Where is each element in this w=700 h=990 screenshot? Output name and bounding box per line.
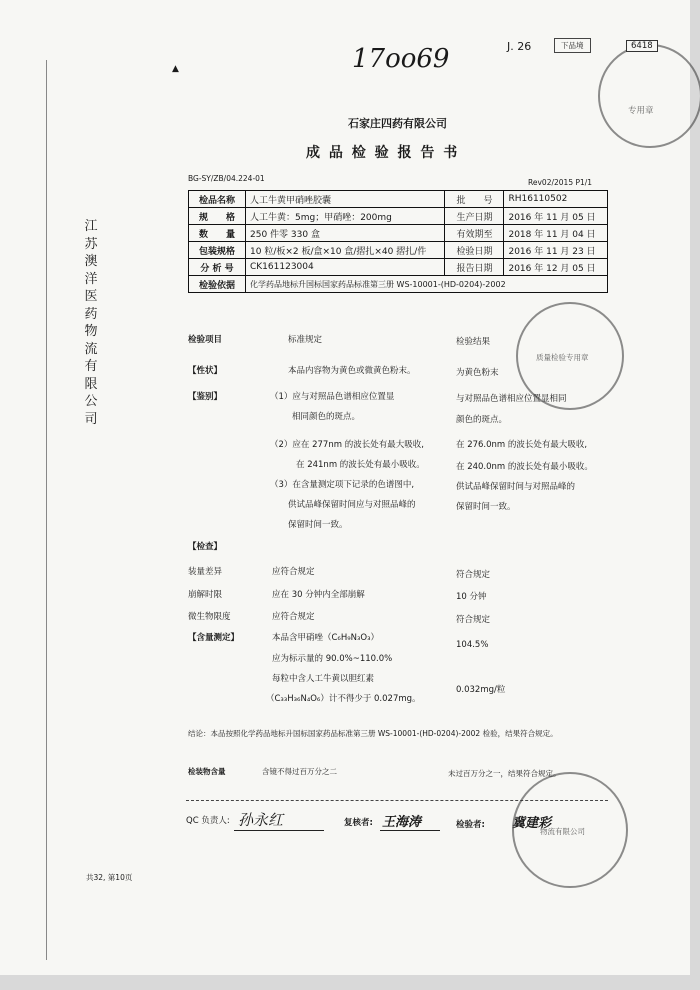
qty-value: 250 件零 330 盒 (246, 225, 445, 242)
revision: Rev02/2015 P1/1 (528, 178, 593, 187)
page-mark: J. 26 (507, 40, 532, 53)
id3-line3: 保留时间一致。 (288, 520, 348, 530)
name-value: 人工牛黄甲硝唑胶囊 (246, 191, 445, 208)
reviewer-signature: 王海涛 (382, 815, 422, 830)
prod-date-value: 2016 年 11 月 05 日 (504, 208, 608, 225)
appearance-standard: 本品内容物为黄色或微黄色粉末。 (288, 366, 416, 376)
test-date-label: 检验日期 (445, 242, 504, 259)
reviewer-sign-line (380, 830, 440, 831)
doc-code: BG-SY/ZB/04.224-01 (188, 174, 265, 183)
reviewer-label: 复核者: (344, 818, 373, 828)
check2-name: 崩解时限 (188, 590, 223, 600)
id3-line2: 供试品峰保留时间应与对照品峰的 (288, 500, 416, 510)
id1-line1: （1）应与对照品色谱相应位置显 (270, 392, 395, 402)
check1-result: 符合规定 (456, 570, 491, 580)
check1-name: 装量差异 (188, 567, 223, 577)
moisture-standard: 含镜不得过百万分之二 (262, 767, 337, 776)
spec-label: 规 格 (189, 208, 246, 225)
check2-result: 10 分钟 (456, 592, 487, 602)
batch-value: RH16110502 (504, 191, 608, 208)
pack-label: 包装规格 (189, 242, 246, 259)
expiry-value: 2018 年 11 月 04 日 (504, 225, 608, 242)
assay-line4: （C₃₃H₃₆N₄O₆）计不得少于 0.027mg。 (266, 694, 421, 704)
id3-result-line1: 供试品峰保留时间与对照品峰的 (456, 482, 576, 492)
company-stamp-text: 物流有限公司 (540, 827, 585, 836)
batch-label: 批 号 (445, 191, 504, 208)
table-row (189, 225, 608, 242)
id1-line2: 相同颜色的斑点。 (292, 412, 361, 422)
report-date-value: 2016 年 12 月 05 日 (504, 259, 608, 276)
appearance-result: 为黄色粉末 (456, 368, 499, 378)
qc-label: QC 负责人: (186, 816, 230, 826)
qc-sign-line (234, 830, 324, 831)
check3-result: 符合规定 (456, 615, 491, 625)
qty-label: 数 量 (189, 225, 246, 242)
stamp-top-text: 专用章 (628, 106, 654, 116)
id1-result-line2: 颜色的斑点。 (456, 415, 508, 425)
assay-result2: 0.032mg/粒 (456, 685, 506, 695)
stamp-number: 6418 (626, 40, 658, 52)
appearance-label: 【性状】 (188, 366, 223, 376)
check3-standard: 应符合规定 (272, 612, 315, 622)
id1-result-line1: 与对照品色谱相应位置显相同 (456, 394, 567, 404)
conclusion: 结论：本品按照化学药品地标升国标国家药品标准第三册 WS-10001-(HD-0204)-2002 检验，结果符合规定。 (188, 729, 558, 738)
id2-line2: 在 241nm 的波长处有最小吸收。 (296, 460, 425, 470)
quality-stamp-text: 质量检验专用章 (536, 353, 589, 362)
company-name: 石家庄四药有限公司 (348, 117, 447, 130)
scan-edge-line (46, 60, 47, 960)
check3-name: 微生物限度 (188, 612, 231, 622)
basis-label: 检验依据 (189, 276, 246, 293)
pack-value: 10 粒/板×2 板/盒×10 盒/摺扎×40 摺扎/件 (246, 242, 445, 259)
id2-line1: （2）应在 277nm 的波长处有最大吸收, (270, 440, 424, 450)
small-mark: ▲ (172, 64, 179, 74)
info-table (188, 190, 608, 293)
assay-label: 【含量测定】 (188, 633, 240, 643)
assay-line3: 每粒中含人工牛黄以胆红素 (272, 674, 375, 684)
identification-label: 【鉴别】 (188, 392, 223, 402)
moisture-label: 检装物含量 (188, 767, 226, 776)
col-item-header: 检验项目 (188, 335, 223, 345)
table-row (189, 191, 608, 208)
assay-line1: 本品含甲硝唑（C₆H₉N₃O₃） (272, 633, 380, 643)
analysis-value: CK161123004 (246, 259, 445, 276)
report-title: 成 品 检 验 报 告 书 (306, 145, 460, 161)
report-date-label: 报告日期 (445, 259, 504, 276)
table-row (189, 208, 608, 225)
id2-result-line1: 在 276.0nm 的波长处有最大吸收, (456, 440, 588, 450)
expiry-label: 有效期至 (445, 225, 504, 242)
check2-standard: 应在 30 分钟内全部崩解 (272, 590, 365, 600)
top-stamp (598, 44, 700, 148)
handwritten-number: 17oo69 (352, 44, 450, 74)
name-label: 检品名称 (189, 191, 246, 208)
moisture-result: 未过百万分之一，结果符合规定。 (448, 769, 561, 778)
sidebar-company: 江苏澳洋医药物流有限公司 (84, 219, 98, 427)
id2-result-line2: 在 240.0nm 的波长处有最小吸收。 (456, 462, 593, 472)
spec-value: 人工牛黄：5mg；甲硝唑：200mg (246, 208, 445, 225)
basis-value: 化学药品地标升国标国家药品标准第三册 WS-10001-(HD-0204)-2002 (246, 276, 608, 293)
assay-result1: 104.5% (456, 640, 489, 650)
id3-result-line2: 保留时间一致。 (456, 502, 516, 512)
id3-line1: （3）在含量测定项下记录的色谱图中, (270, 480, 415, 490)
table-row (189, 276, 608, 293)
prod-date-label: 生产日期 (445, 208, 504, 225)
col-result-header: 检验结果 (456, 337, 491, 347)
analysis-label: 分 析 号 (189, 259, 246, 276)
qc-signature: 孙永红 (238, 811, 284, 829)
table-row (189, 242, 608, 259)
test-date-value: 2016 年 11 月 23 日 (504, 242, 608, 259)
inspector-label: 检验者: (456, 820, 485, 830)
check-label: 【检查】 (188, 542, 223, 552)
footer-page: 共32, 第10页 (86, 873, 133, 882)
inspector-signature: 冀建彩 (512, 816, 552, 831)
check1-standard: 应符合规定 (272, 567, 315, 577)
col-standard-header: 标准规定 (288, 335, 323, 345)
box-label: 下品境 (554, 38, 591, 53)
table-row (189, 259, 608, 276)
assay-line2: 应为标示量的 90.0%~110.0% (272, 654, 393, 664)
